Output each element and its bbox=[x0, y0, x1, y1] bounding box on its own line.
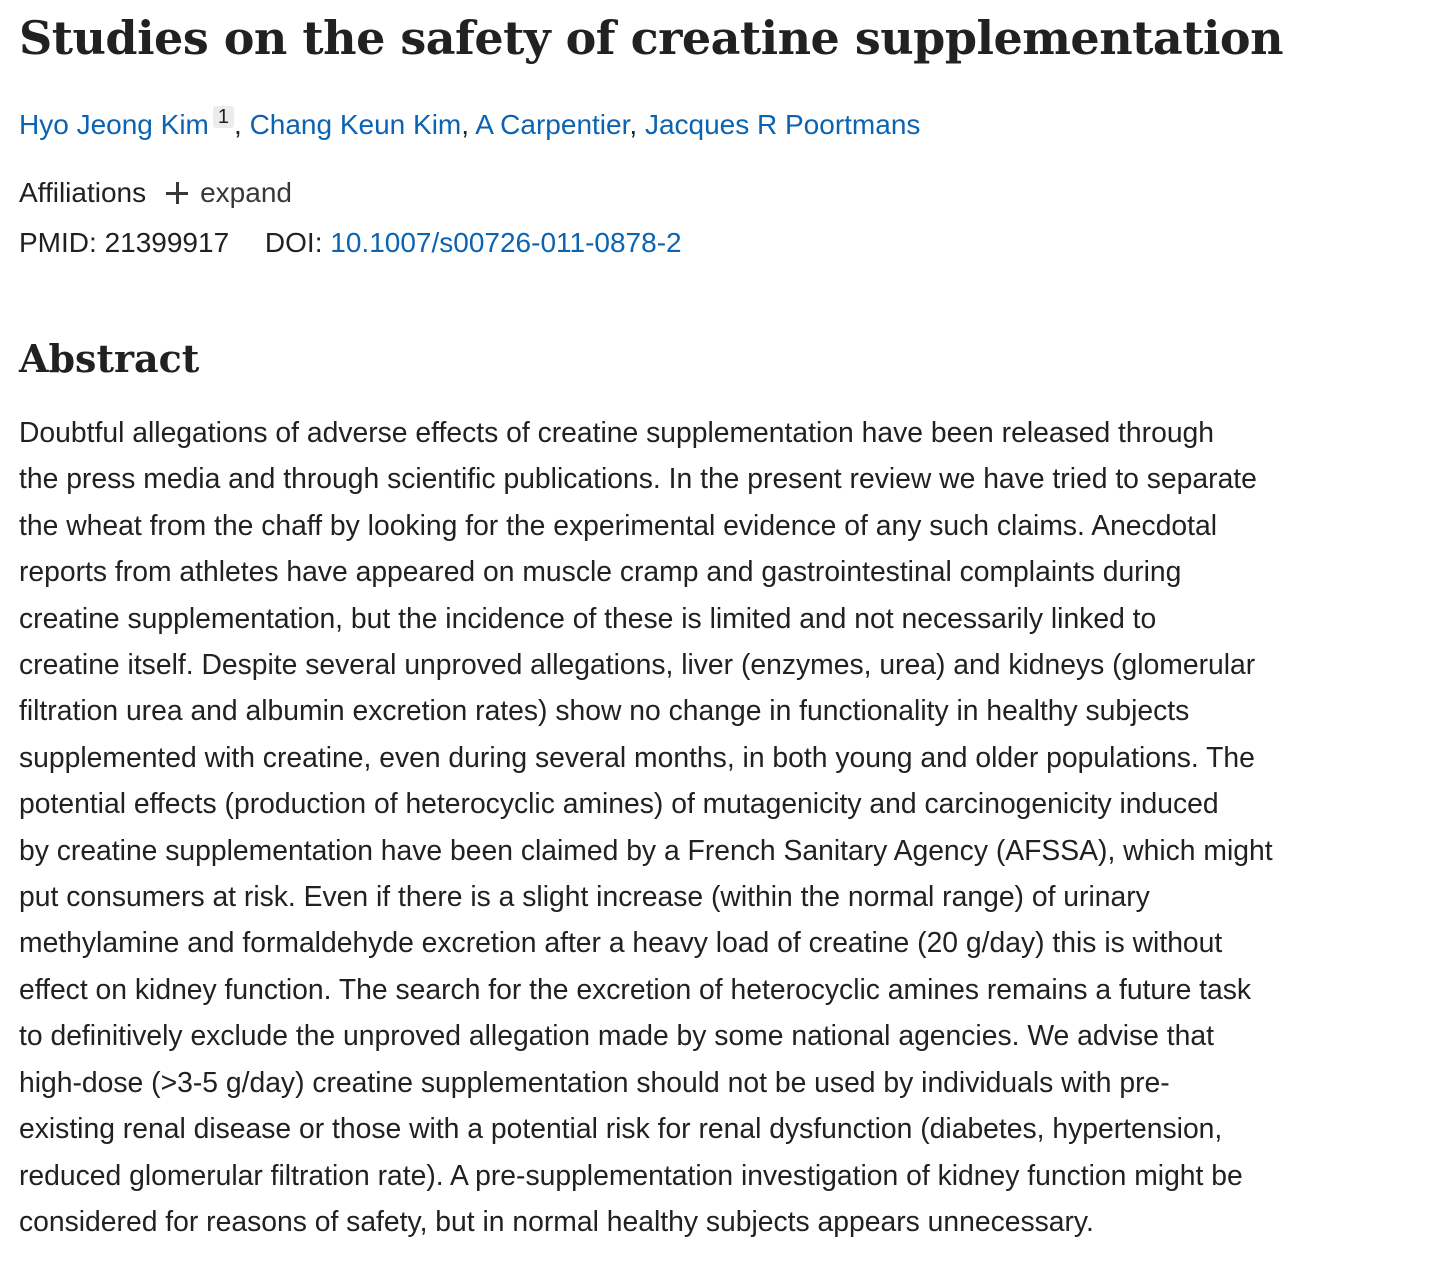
expand-label[interactable]: expand bbox=[200, 177, 292, 208]
author-link-chang-keun-kim[interactable]: Chang Keun Kim bbox=[249, 109, 462, 140]
article-page bbox=[19, 0, 1419, 1244]
author-link-hyo-jeong-kim[interactable]: Hyo Jeong Kim bbox=[19, 109, 209, 140]
affiliations-label: Affiliations bbox=[19, 177, 147, 208]
abstract-line: methylamine and formaldehyde excretion after a heavy load of creatine (20 g/day) this is without bbox=[19, 926, 1223, 959]
plus-icon[interactable] bbox=[166, 182, 188, 204]
abstract-line: considered for reasons of safety, but in normal healthy subjects appears unnecessary. bbox=[19, 1204, 1094, 1237]
doi-label: DOI: bbox=[264, 227, 323, 258]
abstract-line: reports from athletes have appeared on muscle cramp and gastrointestinal complaints during bbox=[19, 555, 1182, 588]
pmid-value: 21399917 bbox=[104, 227, 230, 258]
article-title: Studies on the safety of creatine supplementation bbox=[19, 11, 1284, 65]
abstract-line: the press media and through scientific publications. In the present review we have tried to separate bbox=[19, 462, 1257, 495]
abstract-line: to definitively exclude the unproved allegation made by some national agencies. We advise that bbox=[19, 1019, 1214, 1052]
abstract-line: creatine itself. Despite several unproved allegations, liver (enzymes, urea) and kidneys (glomerular bbox=[19, 648, 1256, 681]
abstract-line: filtration urea and albumin excretion rates) show no change in functionality in healthy subjects bbox=[19, 694, 1190, 727]
abstract-line: high-dose (>3-5 g/day) creatine supplementation should not be used by individuals with pre- bbox=[19, 1065, 1170, 1098]
author-separator: , bbox=[234, 109, 250, 140]
author-separator: , bbox=[461, 109, 476, 140]
abstract-text bbox=[19, 409, 1414, 1244]
abstract-line: by creatine supplementation have been claimed by a French Sanitary Agency (AFSSA), which might bbox=[19, 833, 1273, 866]
abstract-line: effect on kidney function. The search for the excretion of heterocyclic amines remains a future task bbox=[19, 972, 1252, 1005]
abstract-line: put consumers at risk. Even if there is a slight increase (within the normal range) of urinary bbox=[19, 880, 1150, 913]
author-separator: , bbox=[629, 109, 645, 140]
abstract-line: supplemented with creatine, even during several months, in both young and older populations. The bbox=[19, 740, 1255, 773]
abstract-line: Doubtful allegations of adverse effects of creatine supplementation have been released through bbox=[19, 416, 1215, 448]
expand-affiliations-button[interactable] bbox=[166, 175, 292, 211]
article-identifiers bbox=[19, 225, 1419, 261]
abstract-line: creatine supplementation, but the incidence of these is limited and not necessarily linked to bbox=[19, 601, 1157, 634]
author-link-a-carpentier[interactable]: A Carpentier bbox=[475, 109, 630, 140]
abstract-line: reduced glomerular filtration rate). A pre-supplementation investigation of kidney function might be bbox=[19, 1158, 1243, 1191]
doi-link[interactable]: 10.1007/s00726-011-0878-2 bbox=[330, 227, 682, 258]
doi-block bbox=[265, 227, 682, 258]
authors-list bbox=[19, 106, 1419, 143]
pmid-label: PMID: bbox=[19, 227, 97, 258]
author-link-jacques-r-poortmans[interactable]: Jacques R Poortmans bbox=[644, 109, 921, 140]
abstract-line: existing renal disease or those with a potential risk for renal dysfunction (diabetes, hypertension, bbox=[19, 1112, 1223, 1145]
affiliation-superscript[interactable]: 1 bbox=[213, 106, 234, 128]
abstract-line: the wheat from the chaff by looking for the experimental evidence of any such claims. Anecdotal bbox=[19, 508, 1218, 541]
abstract-heading: Abstract bbox=[19, 336, 200, 381]
abstract-line: potential effects (production of heterocyclic amines) of mutagenicity and carcinogenicity induced bbox=[19, 787, 1219, 820]
affiliations-row bbox=[19, 175, 1419, 211]
